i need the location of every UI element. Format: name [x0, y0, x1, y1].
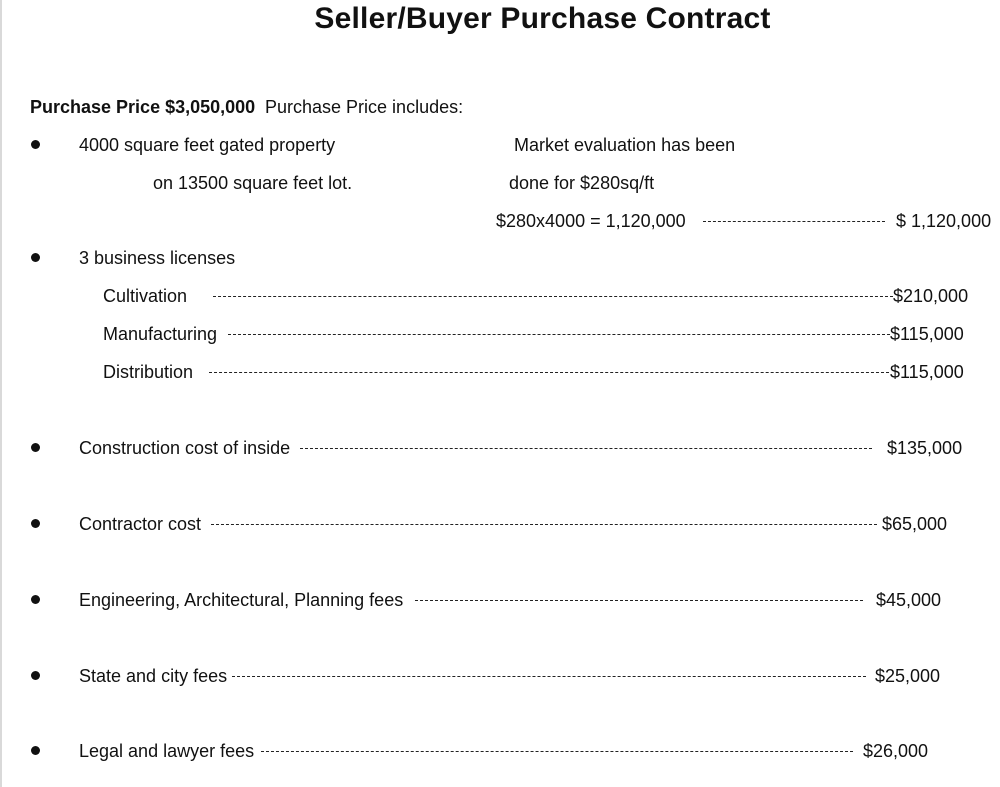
leader-dashes	[261, 751, 853, 752]
bullet-icon	[31, 519, 40, 528]
property-calculation: $280x4000 = 1,120,000	[496, 211, 686, 231]
license-label-distribution: Distribution	[103, 362, 194, 382]
market-evaluation-line-2: done for $280sq/ft	[509, 173, 655, 193]
bullet-icon	[31, 595, 40, 604]
document-title: Seller/Buyer Purchase Contract	[314, 2, 771, 35]
license-label-manufacturing: Manufacturing	[103, 324, 218, 344]
licenses-heading: 3 business licenses	[79, 248, 236, 268]
license-amount-manufacturing: $115,000	[890, 324, 964, 344]
purchase-price-includes: Purchase Price includes:	[265, 97, 464, 117]
bullet-icon	[31, 253, 40, 262]
leader-dashes	[211, 524, 877, 525]
property-line-2: on 13500 square feet lot.	[153, 173, 353, 193]
leader-dashes	[703, 221, 885, 222]
cost-label-state-city-fees: State and city fees	[79, 666, 228, 686]
cost-label-legal-fees: Legal and lawyer fees	[79, 741, 255, 761]
leader-dashes	[228, 334, 890, 335]
bullet-icon	[31, 443, 40, 452]
cost-amount-engineering: $45,000	[876, 590, 942, 610]
cost-amount-legal-fees: $26,000	[863, 741, 929, 761]
bullet-icon	[31, 671, 40, 680]
bullet-icon	[31, 140, 40, 149]
cost-amount-construction: $135,000	[887, 438, 963, 458]
license-amount-cultivation: $210,000	[893, 286, 969, 306]
license-amount-distribution: $115,000	[890, 362, 964, 382]
leader-dashes	[209, 372, 889, 373]
license-label-cultivation: Cultivation	[103, 286, 188, 306]
purchase-price-label: Purchase Price $3,050,000	[30, 97, 256, 117]
cost-label-construction: Construction cost of inside	[79, 438, 291, 458]
cost-amount-contractor: $65,000	[882, 514, 948, 534]
page-left-border	[0, 0, 2, 787]
property-amount: $ 1,120,000	[896, 211, 992, 231]
market-evaluation-line-1: Market evaluation has been	[514, 135, 736, 155]
leader-dashes	[213, 296, 893, 297]
leader-dashes	[300, 448, 872, 449]
cost-label-engineering: Engineering, Architectural, Planning fees	[79, 590, 404, 610]
property-line-1: 4000 square feet gated property	[79, 135, 336, 155]
bullet-icon	[31, 746, 40, 755]
leader-dashes	[415, 600, 863, 601]
cost-label-contractor: Contractor cost	[79, 514, 202, 534]
cost-amount-state-city-fees: $25,000	[875, 666, 941, 686]
leader-dashes	[232, 676, 866, 677]
